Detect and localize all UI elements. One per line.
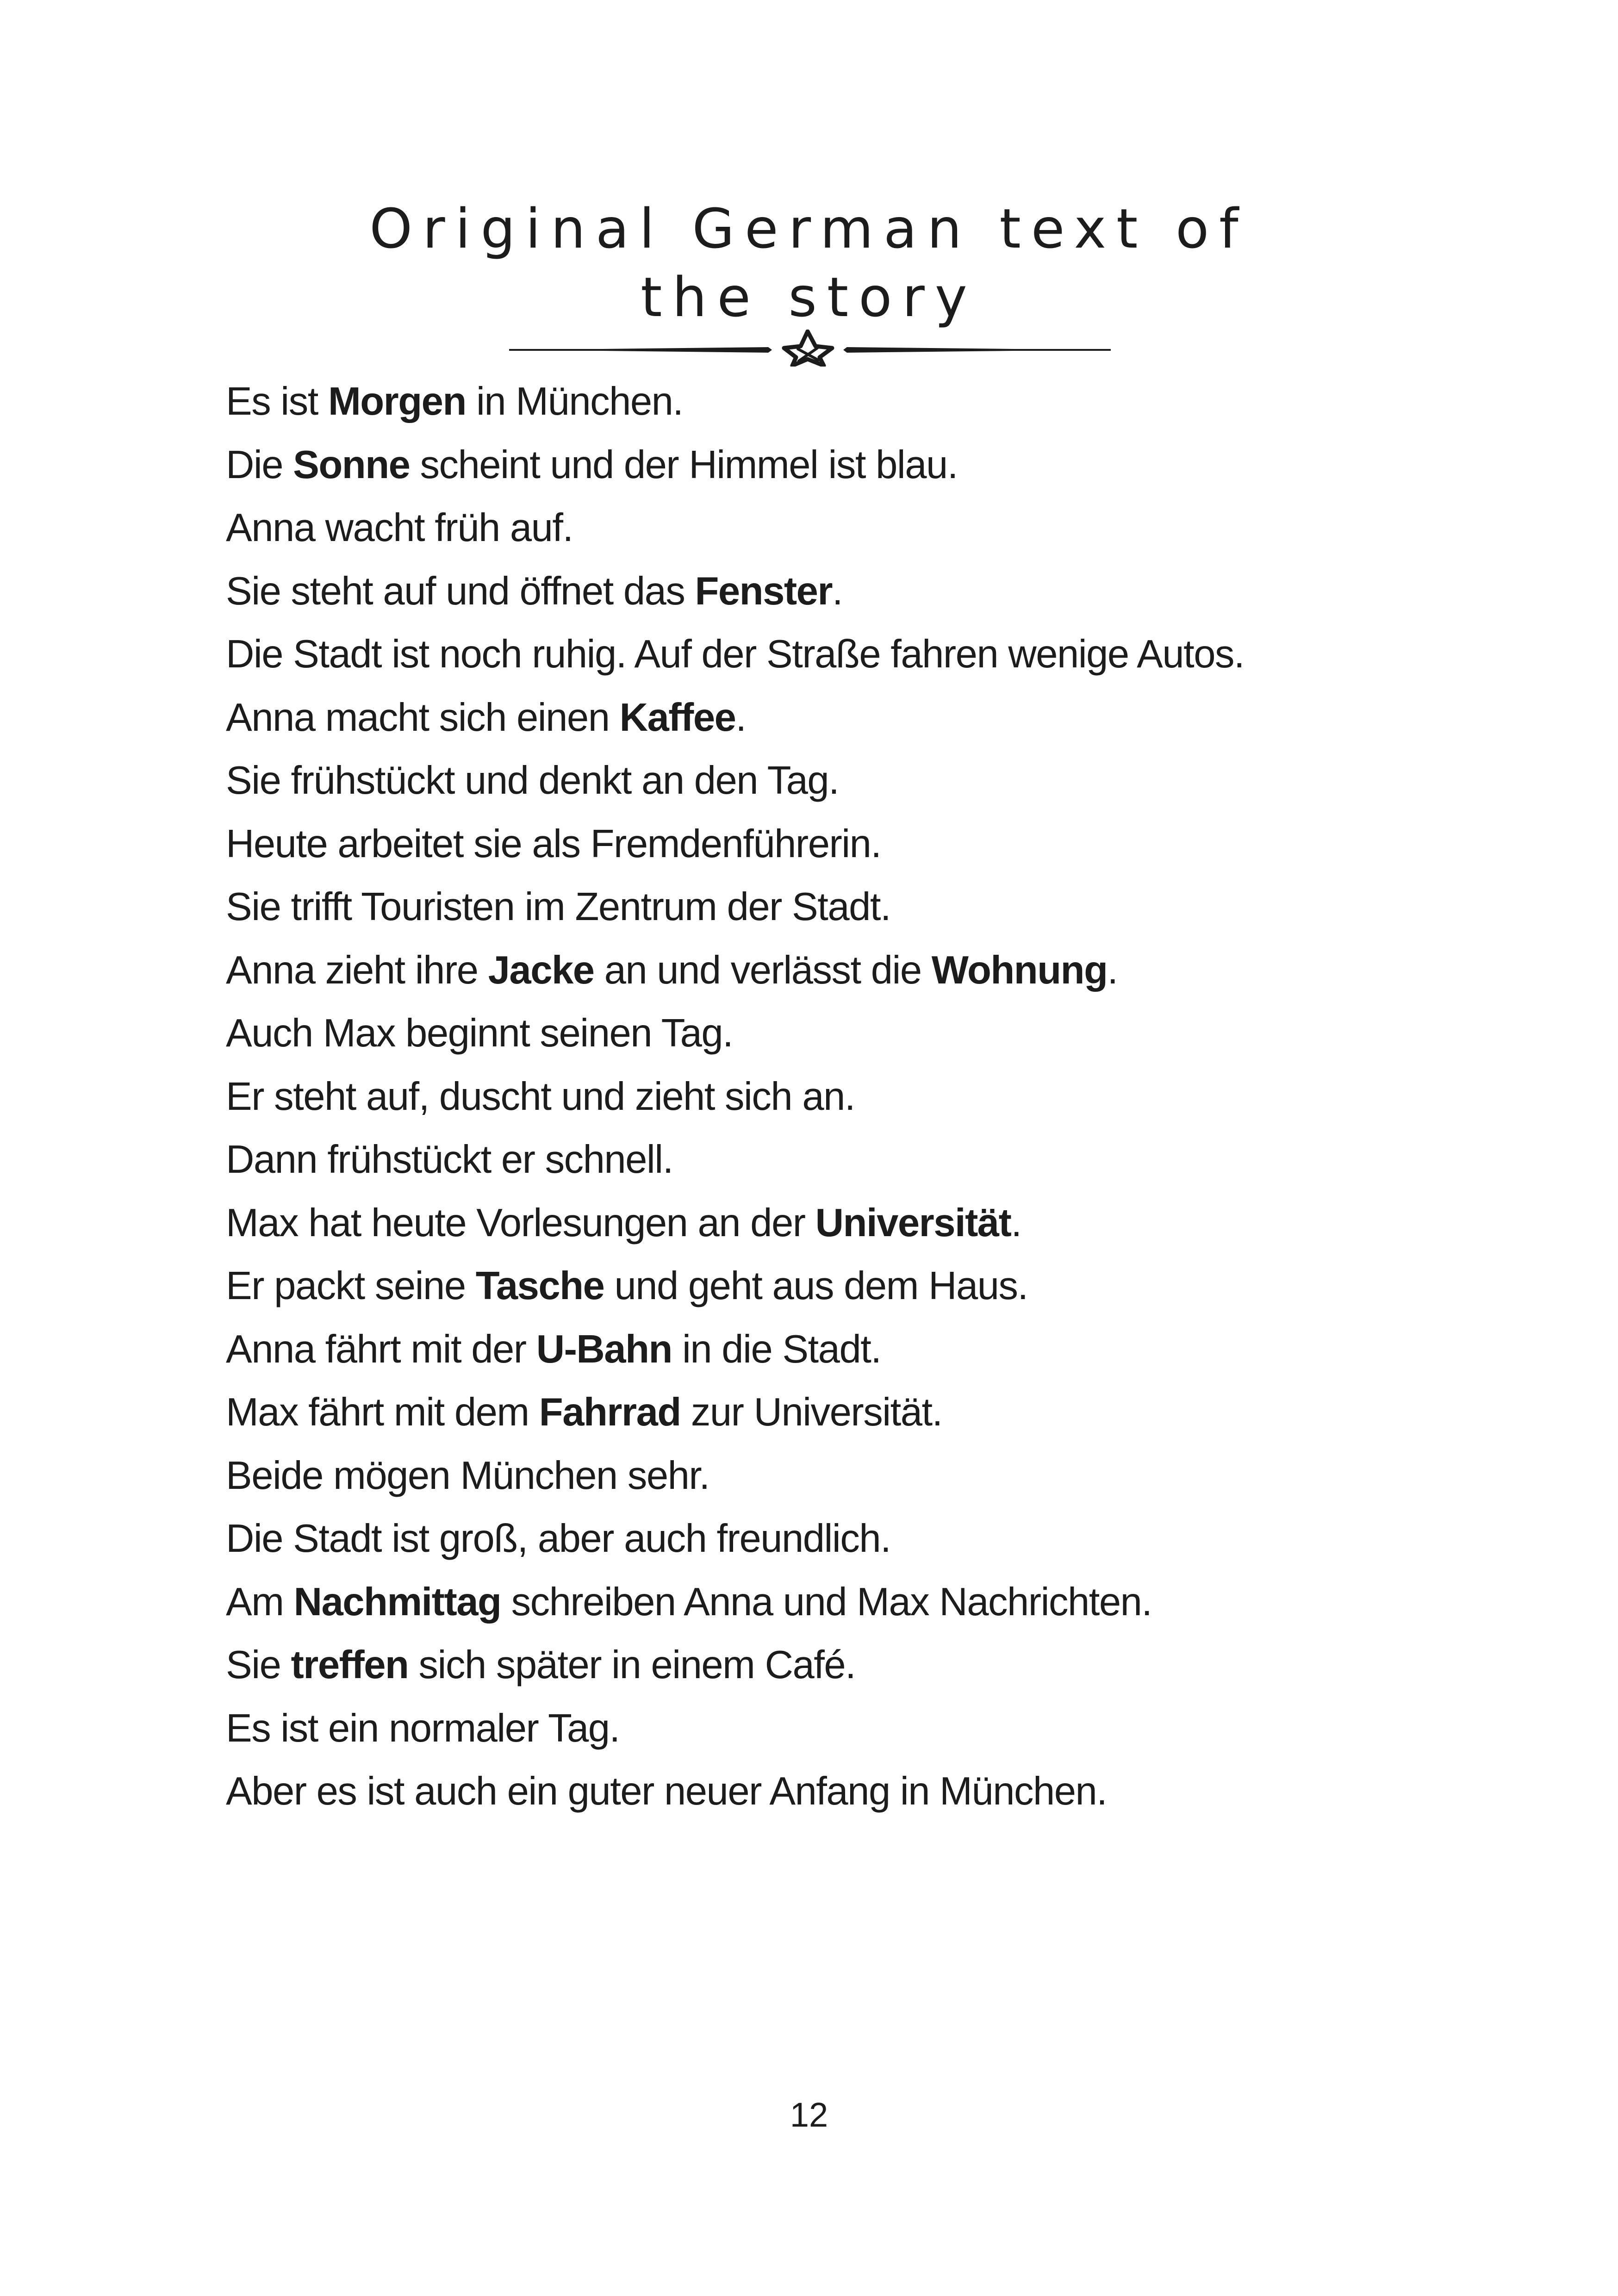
story-line (226, 749, 1522, 813)
story-text-run: Beide mögen München sehr. (226, 1453, 709, 1498)
story-line (226, 434, 1522, 497)
vocabulary-word: Sonne (293, 442, 410, 487)
story-text-run: Sie trifft Touristen im Zentrum der Stadt. (226, 885, 891, 929)
story-line (226, 1760, 1522, 1823)
story-line (226, 1002, 1522, 1065)
story-text-run: Die Stadt ist groß, aber auch freundlich. (226, 1517, 891, 1561)
story-text-run: Die (226, 442, 293, 487)
story-text (226, 370, 1522, 1823)
vocabulary-word: U-Bahn (536, 1327, 672, 1371)
story-text-run: schreiben Anna und Max Nachrichten. (501, 1580, 1152, 1624)
story-text-run: Anna fährt mit der (226, 1327, 536, 1371)
star-divider-icon (509, 330, 1111, 367)
story-line (226, 497, 1522, 560)
story-line (226, 686, 1522, 750)
story-text-run: Aber es ist auch ein guter neuer Anfang in München. (226, 1769, 1107, 1813)
story-line (226, 1128, 1522, 1192)
story-text-run: . (832, 569, 843, 613)
story-line (226, 813, 1522, 876)
vocabulary-word: Wohnung (931, 948, 1108, 992)
vocabulary-word: Fahrrad (539, 1390, 681, 1434)
story-line (226, 876, 1522, 939)
story-text-run: . (1011, 1201, 1021, 1245)
story-line (226, 1571, 1522, 1634)
story-line (226, 939, 1522, 1002)
story-text-run: Sie frühstückt und denkt an den Tag. (226, 759, 839, 803)
story-text-run: Anna macht sich einen (226, 695, 620, 740)
story-line (226, 1634, 1522, 1697)
page-number: 12 (790, 2096, 828, 2134)
vocabulary-word: Kaffee (619, 695, 736, 740)
page-title (0, 194, 1618, 331)
story-text-run: Die Stadt ist noch ruhig. Auf der Straße fahren wenige Autos. (226, 632, 1245, 676)
story-text-run: und geht aus dem Haus. (604, 1264, 1028, 1308)
story-line (226, 1381, 1522, 1444)
story-line (226, 560, 1522, 623)
vocabulary-word: Universität (815, 1201, 1011, 1245)
story-text-run: Sie steht auf und öffnet das (226, 569, 695, 613)
story-line (226, 1255, 1522, 1318)
story-line (226, 623, 1522, 686)
story-line (226, 1444, 1522, 1508)
story-line (226, 1507, 1522, 1571)
story-line (226, 370, 1522, 434)
story-text-run: Max hat heute Vorlesungen an der (226, 1201, 815, 1245)
story-text-run: . (1107, 948, 1118, 992)
story-text-run: Anna zieht ihre (226, 948, 488, 992)
vocabulary-word: Jacke (488, 948, 594, 992)
story-line (226, 1192, 1522, 1255)
story-text-run: scheint und der Himmel ist blau. (410, 442, 958, 487)
vocabulary-word: Nachmittag (293, 1580, 501, 1624)
story-text-run: . (735, 695, 746, 740)
story-text-run: in die Stadt. (672, 1327, 881, 1371)
vocabulary-word: treffen (291, 1643, 409, 1687)
story-text-run: Max fährt mit dem (226, 1390, 539, 1434)
story-line (226, 1065, 1522, 1129)
page-title-line-2: the story (641, 265, 977, 329)
story-text-run: Heute arbeitet sie als Fremdenführerin. (226, 821, 881, 866)
vocabulary-word: Morgen (328, 380, 466, 423)
story-text-run: Er steht auf, duscht und zieht sich an. (226, 1074, 855, 1119)
story-text-run: Dann frühstückt er schnell. (226, 1138, 673, 1182)
story-text-run: an und verlässt die (594, 948, 932, 992)
story-text-run: Es ist (226, 380, 328, 423)
vocabulary-word: Fenster (695, 569, 833, 613)
story-text-run: Es ist ein normaler Tag. (226, 1706, 620, 1750)
page-title-line-1: Original German text of (369, 197, 1249, 261)
story-text-run: zur Universität. (680, 1390, 942, 1434)
story-text-run: Anna wacht früh auf. (226, 506, 573, 550)
story-line (226, 1697, 1522, 1761)
story-text-run: Er packt seine (226, 1264, 476, 1308)
story-text-run: in München. (466, 380, 683, 423)
story-text-run: Auch Max beginnt seinen Tag. (226, 1011, 733, 1055)
story-text-run: Am (226, 1580, 294, 1624)
story-text-run: Sie (226, 1643, 291, 1687)
story-text-run: sich später in einem Café. (408, 1643, 856, 1687)
vocabulary-word: Tasche (475, 1264, 604, 1308)
story-line (226, 1318, 1522, 1381)
